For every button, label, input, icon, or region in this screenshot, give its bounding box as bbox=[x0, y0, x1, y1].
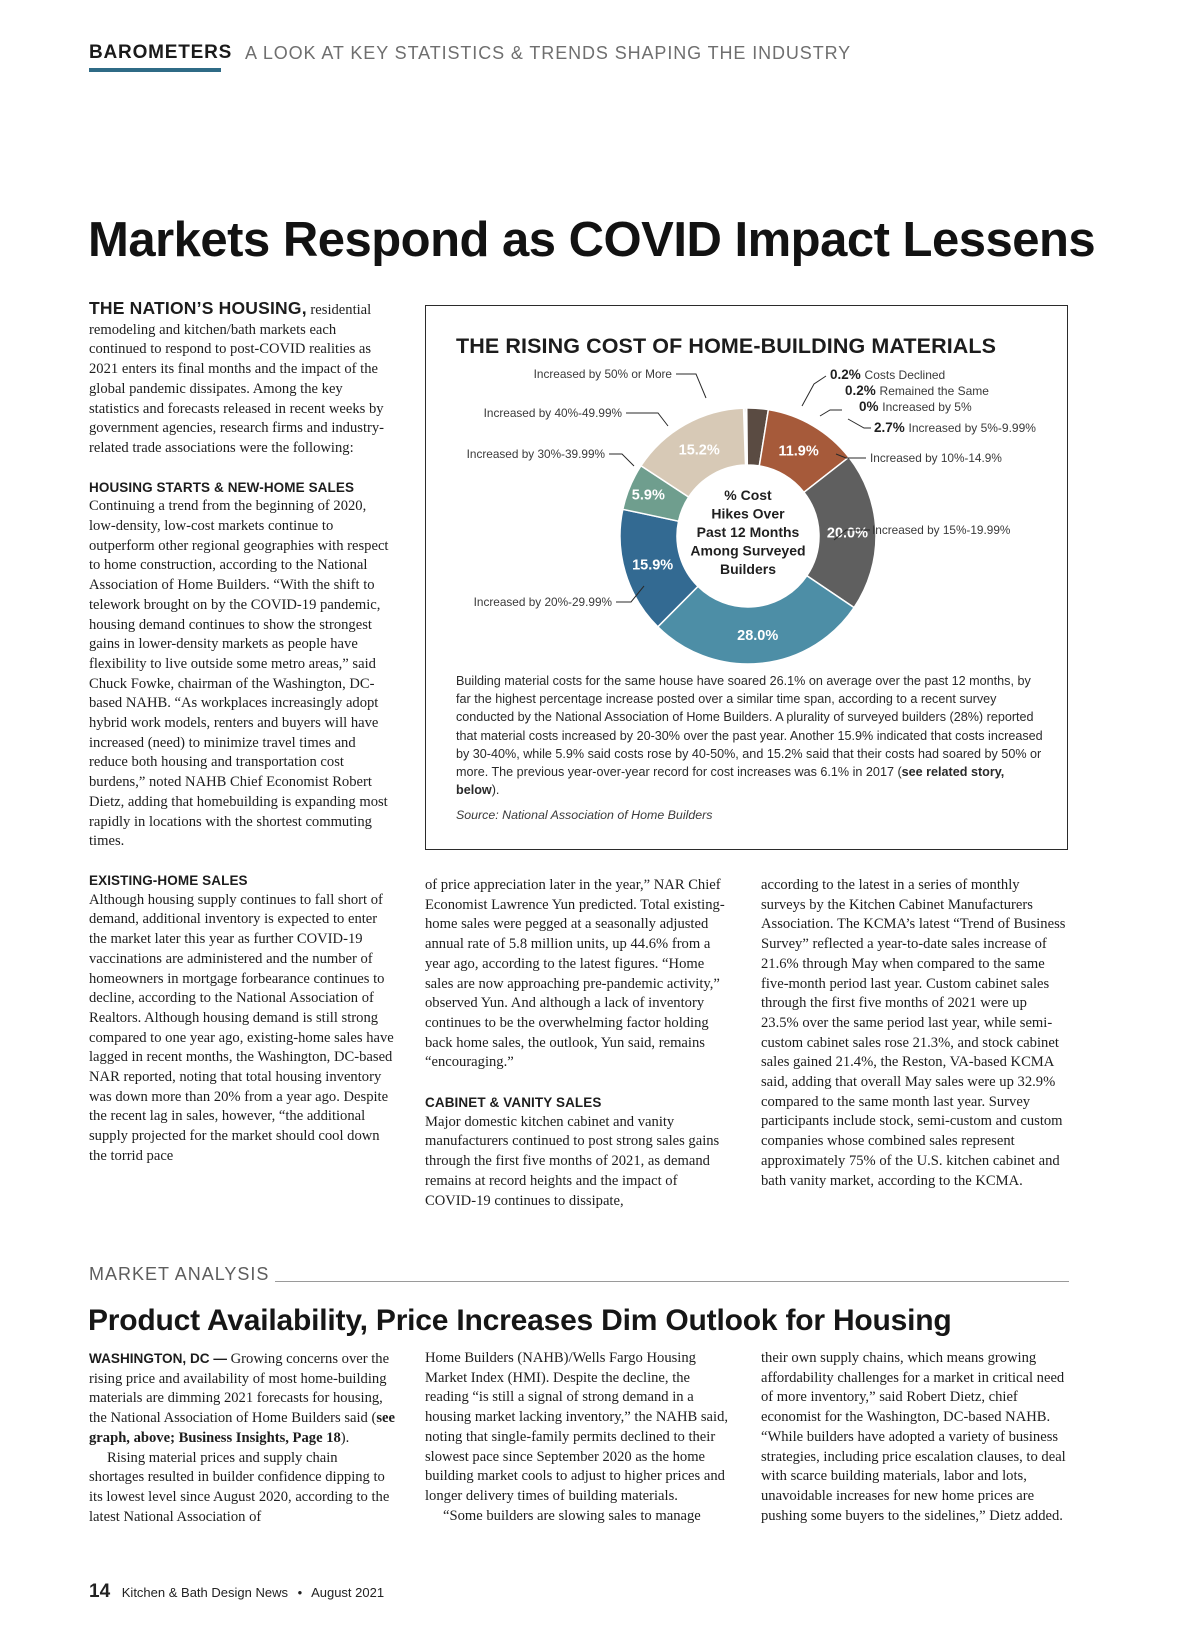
market-text-1a: Growing concerns over the rising price and availability of most home-building materials are dimming 2021 forecasts for housing, the National Association of Home Builders said ( bbox=[89, 1351, 390, 1427]
market-paragraph-5: their own supply chains, which means growing affordability challenges for a market in critical need of more inventory,” said Robert Dietz, chief economist for the Washington, DC-based NAHB. “While builders have adopted a variety of business strategies, including price escalation clauses, to deal with scarce building materials, labor and lots, unavoidable increases for new home prices are pushing some buyers to the sidelines,” Dietz added. bbox=[761, 1350, 1066, 1524]
legend-category: Remained the Same bbox=[879, 384, 989, 398]
section-name: BAROMETERS bbox=[89, 42, 233, 63]
legend-label-increased-40-49: Increased by 40%-49.99% bbox=[483, 406, 622, 420]
donut-center-label-line: Builders bbox=[719, 561, 777, 577]
slice-value-increased-40-49: 5.9% bbox=[631, 487, 665, 504]
leader-line-increased-50-more bbox=[676, 374, 706, 398]
slice-value-increased-30-39: 15.9% bbox=[632, 557, 674, 574]
market-paragraph-4: “Some builders are slowing sales to manage bbox=[443, 1507, 701, 1524]
subhead-housing-starts: HOUSING STARTS & NEW-HOME SALES bbox=[89, 479, 355, 495]
legend-label-increased-10-14: Increased by 10%-14.9% bbox=[870, 451, 1002, 465]
market-headline: Product Availability, Price Increases Dim Outlook for Housing bbox=[88, 1304, 952, 1337]
market-paragraph-2: Rising material prices and supply chain shortages resulted in builder confidence dipping to its lowest level since August 2020, according to the latest National Association of bbox=[89, 1449, 390, 1525]
market-paragraph-1 bbox=[89, 1349, 395, 1449]
market-column-3 bbox=[761, 1349, 1067, 1526]
legend-entry-remained-same bbox=[845, 383, 989, 398]
cabinet-body: Major domestic kitchen cabinet and vanity manufacturers continued to post strong sales gains through the first five months of 2021, as demand remains at record heights and the impact of COVID-19 continues to dissipate, bbox=[425, 1113, 720, 1209]
article-column-2 bbox=[425, 876, 731, 1211]
intro-text: residential remodeling and kitchen/bath markets each continued to respond to post-COVID realities as 2021 enters its final months and the impact of the global pandemic dissipates. Among the key statistics and forecasts released in recent weeks by government agencies, research firms and industry-related trade associations were the following: bbox=[89, 302, 385, 456]
legend-value: 0.2% bbox=[845, 383, 880, 398]
legend-category: Increased by 5% bbox=[882, 400, 972, 414]
legend-category: Costs Declined bbox=[864, 368, 946, 382]
cabinet-body-continued: according to the latest in a series of monthly surveys by the Kitchen Cabinet Manufacturers Association. The KCMA’s latest “Trend of Business Survey” reflected a year-to-date sales increase of 21.6% through May when compared to the same five-month period last year. Custom cabinet sales through the first five months of 2021 were up 23.5% over the same period last year, while semi-custom cabinet sales rose 21.3%, and stock cabinet sales gained 21.4%, the Reston, VA-based KCMA said, adding that overall May sales were up 32.9% compared to the same month last year. Survey participants include stock, semi-custom and custom companies whose combined sales represent approximately 75% of the U.S. kitchen cabinet and bath vanity market, according to the KCMA. bbox=[761, 877, 1066, 1189]
footer-separator: • bbox=[297, 1585, 303, 1600]
donut-center-label-line: Past 12 Months bbox=[696, 524, 800, 540]
chart-panel bbox=[425, 305, 1068, 850]
donut-center-label-line: Among Surveyed bbox=[690, 542, 806, 559]
donut-center-label-line: % Cost bbox=[724, 487, 772, 503]
dateline: WASHINGTON, DC — bbox=[89, 1351, 227, 1366]
slice-value-increased-20-29: 28.0% bbox=[737, 628, 779, 645]
page-headline: Markets Respond as COVID Impact Lessens bbox=[88, 213, 1096, 267]
chart-title: THE RISING COST OF HOME-BUILDING MATERIALS bbox=[456, 334, 997, 358]
leader-line-increased-40-49 bbox=[626, 413, 668, 426]
legend-entry-increased-5-9 bbox=[874, 420, 1036, 435]
slice-value-increased-15-19: 20.0% bbox=[826, 525, 869, 542]
article-column-3 bbox=[761, 876, 1067, 1191]
existing-home-body: Although housing supply continues to fall short of demand, additional inventory is expected to enter the market later this year as further COVID-19 vaccinations are administered and the number of homeowners in mortgage forbearance continues to decline, according to the National Association of Realtors. Although housing demand is still strong compared to one year ago, existing-home sales have lagged in recent months, the Washington, DC-based NAR reported, noting that total housing inventory was down more than 20% from a year ago. Despite the recent lag in sales, however, “the additional supply projected for the market should cool down the torrid pace bbox=[89, 891, 394, 1164]
section-tagline: A LOOK AT KEY STATISTICS & TRENDS SHAPING THE INDUSTRY bbox=[245, 43, 852, 63]
chart-caption-text: Building material costs for the same house have soared 26.1% on average over the past 12 months, by far the highest percentage increase posted over a similar time span, according to a recent survey conducted by the National Association of Home Builders. A plurality of surveyed builders (28%) reported that material costs increased by 20-30% over the past year. Another 15.9% indicated that costs increased by 30-40%, while 5.9% said costs rose by 40-50%, and 15.2% said that their costs had soared by 50% or more. The previous year-over-year record for cost increases was 6.1% in 2017 ( bbox=[456, 674, 1043, 780]
slice-value-increased-10-14: 11.9% bbox=[778, 443, 819, 460]
publication-name: Kitchen & Bath Design News bbox=[121, 1585, 288, 1600]
page-footer bbox=[89, 1581, 384, 1603]
leader-line-costs-declined bbox=[802, 376, 826, 406]
leader-line-increased-5 bbox=[820, 410, 842, 416]
market-column-1 bbox=[89, 1349, 395, 1527]
market-cross-reference: see graph, above; Business Insights, Page 18 bbox=[89, 1410, 396, 1446]
slice-value-increased-50-more: 15.2% bbox=[678, 442, 720, 459]
lead-in: THE NATION’S HOUSING, bbox=[89, 298, 307, 318]
legend-value: 0.2% bbox=[830, 367, 865, 382]
chart-caption-link: see related story, below bbox=[456, 765, 1005, 798]
legend-value: 0% bbox=[859, 399, 883, 414]
subhead-existing-home: EXISTING-HOME SALES bbox=[89, 872, 248, 888]
section-underline bbox=[89, 68, 221, 72]
legend-entry-costs-declined bbox=[830, 367, 945, 382]
housing-starts-body: Continuing a trend from the beginning of 2020, low-density, low-cost markets continue to outperform other regional geographies with respect to home construction, according to the National Association of Home Builders. “With the shift to telework brought on by the COVID-19 pandemic, housing demand continues to show the strongest gains in lower-density markets as people have flexibility to live outside some metro areas,” said Chuck Fowke, chairman of the Washington, DC-based NAHB. “As workplaces increasingly adopt hybrid work models, renters and buyers will have increased (need) to minimize travel times and reduce both housing and transportation cost burdens,” noted NAHB Chief Economist Robert Dietz, adding that homebuilding is expanding most rapidly in locations with the shortest commuting times. bbox=[89, 498, 389, 850]
legend-entry-increased-5 bbox=[859, 399, 972, 414]
page-number: 14 bbox=[89, 1581, 111, 1602]
leader-line-increased-30-39 bbox=[609, 454, 634, 466]
legend-label-increased-50-more: Increased by 50% or More bbox=[533, 367, 672, 381]
legend-category: Increased by 5%-9.99% bbox=[908, 421, 1036, 435]
issue-date: August 2021 bbox=[311, 1585, 385, 1600]
leader-line-increased-5-9 bbox=[848, 419, 871, 428]
section-header bbox=[89, 40, 1119, 76]
market-analysis-label: MARKET ANALYSIS bbox=[89, 1264, 275, 1285]
market-column-2 bbox=[425, 1349, 731, 1526]
donut-center-label-line: Hikes Over bbox=[711, 505, 785, 522]
legend-value: 2.7% bbox=[874, 420, 909, 435]
legend-label-increased-15-19: Increased by 15%-19.99% bbox=[872, 523, 1011, 537]
subhead-cabinet-vanity: CABINET & VANITY SALES bbox=[425, 1095, 602, 1111]
article-column-1 bbox=[89, 299, 395, 1167]
market-paragraph-3: Home Builders (NAHB)/Wells Fargo Housing Market Index (HMI). Despite the decline, the reading “is still a signal of strong demand in a housing market lacking inventory,” the NAHB said, noting that single-family permits declined to their slowest pace since September 2020 as the home building market cools to adjust to higher prices and longer delivery times of building materials. bbox=[425, 1350, 729, 1504]
legend-label-increased-20-29: Increased by 20%-29.99% bbox=[473, 595, 612, 609]
market-text-1b: ). bbox=[340, 1429, 350, 1446]
chart-caption bbox=[456, 672, 1046, 799]
donut-chart bbox=[426, 306, 1069, 666]
legend-label-increased-30-39: Increased by 30%-39.99% bbox=[466, 447, 605, 461]
intro-paragraph bbox=[89, 299, 395, 459]
chart-caption-end: ). bbox=[491, 783, 500, 798]
chart-source: Source: National Association of Home Builders bbox=[456, 808, 713, 822]
existing-home-continued: of price appreciation later in the year,” NAR Chief Economist Lawrence Yun predicted. Total existing-home sales were pegged at a seasonally adjusted annual rate of 5.8 million units, up 44.6% from a year ago, according to the latest figures. “Home sales are now approaching pre-pandemic activity,” observed Yun. And although a lack of inventory continues to be the overwhelming factor holding back home sales, the outlook, Yun said, remains “encouraging.” bbox=[425, 877, 725, 1071]
